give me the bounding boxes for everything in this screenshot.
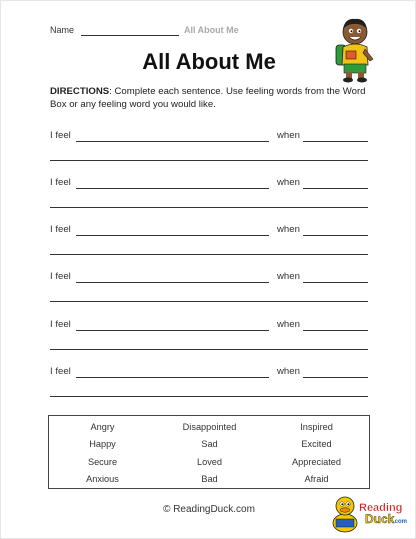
page-title: All About Me	[142, 49, 276, 74]
when-blank[interactable]	[303, 330, 368, 331]
reason-blank[interactable]	[50, 207, 368, 208]
sentence-block	[50, 319, 370, 349]
word-box-word: Afraid	[304, 474, 329, 484]
directions-label: DIRECTIONS	[50, 86, 110, 97]
directions-text: : Complete each sentence. Use feeling words from the Word Box or any feeling word you would like.	[50, 86, 366, 110]
name-label: Name	[50, 25, 75, 35]
footer-copyright: © ReadingDuck.com	[163, 504, 255, 515]
sentence-block	[50, 271, 370, 301]
i-feel-label: I feel	[50, 130, 71, 141]
reason-blank[interactable]	[50, 254, 368, 255]
reason-blank[interactable]	[50, 349, 368, 350]
when-label: when	[277, 177, 300, 188]
when-label: when	[277, 130, 300, 141]
word-box-word: Appreciated	[291, 457, 342, 467]
when-blank[interactable]	[303, 188, 368, 189]
sentence-block	[50, 130, 370, 160]
word-box-word: Bad	[201, 474, 218, 484]
when-label: when	[277, 224, 300, 235]
reason-blank[interactable]	[50, 160, 368, 161]
when-blank[interactable]	[303, 282, 368, 283]
sentence-block	[50, 224, 370, 254]
name-blank[interactable]	[81, 35, 179, 36]
feeling-blank[interactable]	[76, 141, 269, 142]
i-feel-label: I feel	[50, 271, 71, 282]
word-box-word: Secure	[87, 457, 118, 467]
word-box-word: Happy	[89, 439, 116, 449]
header-doc-title: All About Me	[184, 25, 239, 35]
sentence-block	[50, 366, 370, 396]
word-box-word: Disappointed	[182, 422, 237, 432]
when-label: when	[277, 319, 300, 330]
when-blank[interactable]	[303, 377, 368, 378]
i-feel-label: I feel	[50, 319, 71, 330]
word-box-word: Excited	[301, 439, 332, 449]
feeling-blank[interactable]	[76, 330, 269, 331]
when-blank[interactable]	[303, 235, 368, 236]
reason-blank[interactable]	[50, 301, 368, 302]
when-blank[interactable]	[303, 141, 368, 142]
feeling-blank[interactable]	[76, 282, 269, 283]
word-box-word: Sad	[201, 439, 218, 449]
when-label: when	[277, 366, 300, 377]
word-box-word: Anxious	[86, 474, 119, 484]
logo-text-duck: Duck	[365, 512, 395, 526]
directions	[50, 85, 370, 111]
word-box-word: Angry	[90, 422, 115, 432]
i-feel-label: I feel	[50, 177, 71, 188]
readingduck-logo-icon	[329, 489, 413, 535]
reason-blank[interactable]	[50, 396, 368, 397]
word-box-word: Loved	[196, 457, 223, 467]
when-label: when	[277, 271, 300, 282]
word-box-word: Inspired	[300, 422, 333, 432]
i-feel-label: I feel	[50, 366, 71, 377]
sentence-block	[50, 177, 370, 207]
feeling-blank[interactable]	[76, 188, 269, 189]
logo-text-com: .com	[393, 519, 408, 525]
word-box	[48, 415, 370, 489]
feeling-blank[interactable]	[76, 235, 269, 236]
i-feel-label: I feel	[50, 224, 71, 235]
logo-text-reading: Reading	[359, 502, 403, 514]
feeling-blank[interactable]	[76, 377, 269, 378]
